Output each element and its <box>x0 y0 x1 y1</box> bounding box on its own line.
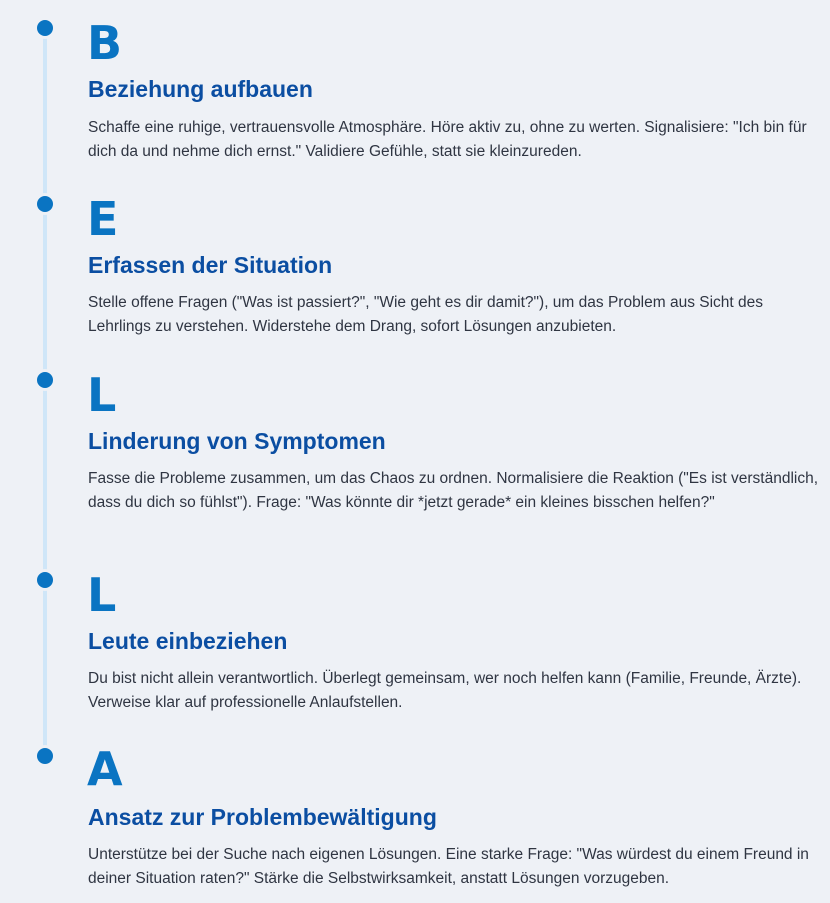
timeline-line <box>43 28 47 756</box>
timeline-dot <box>37 196 53 212</box>
step-letter: B <box>87 16 123 70</box>
step-description: Du bist nicht allein verantwortlich. Überlegt gemeinsam, wer noch helfen kann (Familie, Freunde, Ärzte). Verweise klar auf professionelle Anlaufstellen. <box>88 670 802 711</box>
timeline-dot <box>37 748 53 764</box>
step-letter: L <box>87 368 117 422</box>
step-title: Ansatz zur Problembewältigung <box>88 804 437 830</box>
timeline-dot <box>37 572 53 588</box>
step-title: Linderung von Symptomen <box>88 428 386 454</box>
timeline-dot <box>37 20 53 36</box>
step-title: Leute einbeziehen <box>88 628 288 654</box>
step-title: Erfassen der Situation <box>88 252 333 278</box>
step-description: Unterstütze bei der Suche nach eigenen Lösungen. Eine starke Frage: "Was würdest du einem Freund in deiner Situation raten?" Stärke die Selbstwirksamkeit, anstatt Lösungen vorzugeben. <box>88 846 809 887</box>
step-letter: L <box>87 568 117 622</box>
step-title: Beziehung aufbauen <box>88 76 313 102</box>
timeline-dot <box>37 372 53 388</box>
step-description: Schaffe eine ruhige, vertrauensvolle Atmosphäre. Höre aktiv zu, ohne zu werten. Signalisiere: "Ich bin für dich da und nehme dich ernst." Validiere Gefühle, statt sie kleinzureden. <box>88 119 807 160</box>
step-letter: A <box>87 742 123 796</box>
step-description: Fasse die Probleme zusammen, um das Chaos zu ordnen. Normalisiere die Reaktion ("Es ist verständlich, dass du dich so fühlst"). Frage: "Was könnte dir *jetzt gerade* ein kleines bisschen helfen?" <box>88 470 819 511</box>
step-letter: E <box>87 192 119 246</box>
step-description: Stelle offene Fragen ("Was ist passiert?", "Wie geht es dir damit?"), um das Problem aus Sicht des Lehrlings zu verstehen. Widerstehe dem Drang, sofort Lösungen anzubieten. <box>88 294 764 335</box>
